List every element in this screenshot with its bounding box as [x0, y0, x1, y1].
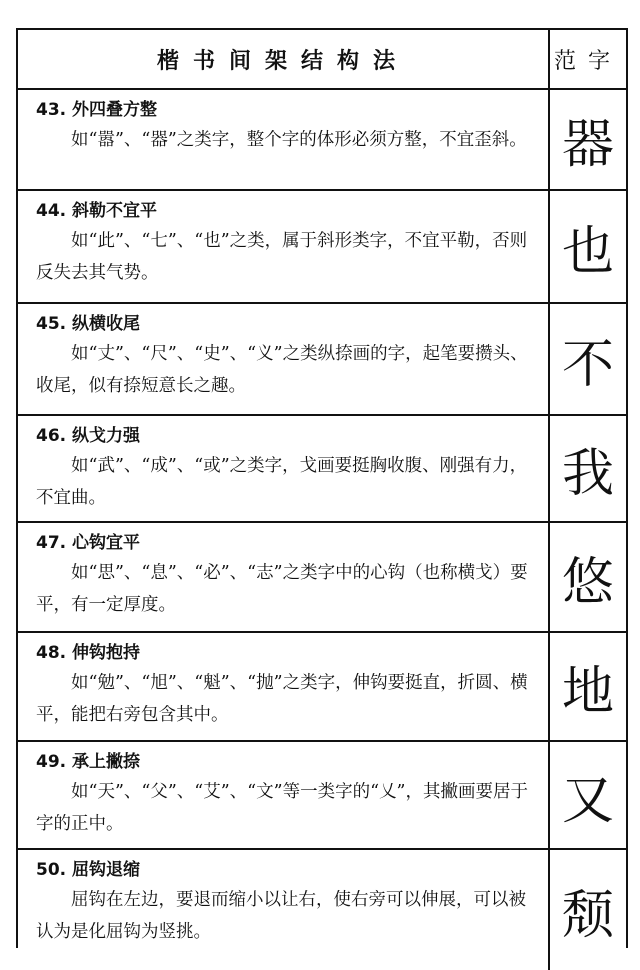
rule-title: 45. 纵横收尾 — [36, 314, 141, 334]
rule-text-cell — [18, 90, 548, 189]
table-title: 楷书间架结构法 — [156, 48, 409, 74]
sample-character: 颓 — [548, 850, 626, 970]
rule-title: 47. 心钩宜平 — [36, 533, 141, 553]
rule-text-cell — [18, 191, 548, 302]
rule-title: 50. 屈钩退缩 — [36, 860, 141, 880]
rule-text-cell — [18, 523, 548, 631]
rule-title: 49. 承上撇捺 — [36, 752, 141, 772]
sample-character: 器 — [548, 90, 626, 189]
rule-row-50 — [18, 850, 626, 970]
rule-row-45 — [18, 304, 626, 416]
rule-description: 如“天”、“父”、“艾”、“文”等一类字的“乂”，其撇画要居于字的正中。 — [36, 782, 528, 834]
rule-title: 44. 斜勒不宜平 — [36, 201, 158, 221]
rule-title: 46. 纵戈力强 — [36, 426, 141, 446]
rule-description: 如“勉”、“旭”、“魁”、“抛”之类字，伸钩要挺直，折圆、横平，能把右旁包含其中。 — [36, 673, 528, 725]
rule-row-43 — [18, 90, 626, 191]
calligraphy-table — [16, 28, 628, 948]
sample-character: 又 — [548, 742, 626, 848]
sample-character: 地 — [548, 633, 626, 740]
rule-row-49 — [18, 742, 626, 850]
rule-text-cell — [18, 633, 548, 740]
rule-description: 屈钩在左边，要退而缩小以让右，使右旁可以伸展，可以被认为是化屈钩为竖挑。 — [36, 890, 526, 942]
rule-description: 如“丈”、“尺”、“史”、“义”之类纵捺画的字，起笔要攒头、收尾，似有捺短意长之趣。 — [36, 344, 528, 396]
sample-character: 悠 — [548, 523, 626, 631]
rule-description: 如“思”、“息”、“必”、“志”之类字中的心钩（也称横戈）要平，有一定厚度。 — [36, 563, 528, 615]
rule-text-cell — [18, 304, 548, 414]
rule-text-cell — [18, 416, 548, 521]
rule-row-47 — [18, 523, 626, 633]
sample-column-header: 范字 — [548, 30, 626, 88]
rule-title: 43. 外四叠方整 — [36, 100, 158, 120]
rule-text-cell — [18, 850, 548, 970]
rule-text-cell — [18, 742, 548, 848]
rule-row-44 — [18, 191, 626, 304]
rule-title: 48. 伸钩抱持 — [36, 643, 141, 663]
rule-description: 如“嚣”、“器”之类字，整个字的体形必须方整，不宜歪斜。 — [71, 130, 527, 150]
sample-character: 我 — [548, 416, 626, 521]
table-header-row — [18, 30, 626, 90]
rule-description: 如“此”、“七”、“也”之类，属于斜形类字，不宜平勒，否则反失去其气势。 — [36, 231, 528, 283]
sample-character: 也 — [548, 191, 626, 302]
sample-character: 不 — [548, 304, 626, 414]
rule-description: 如“武”、“成”、“或”之类字，戈画要挺胸收腹、刚强有力，不宜曲。 — [36, 456, 528, 508]
rule-row-46 — [18, 416, 626, 523]
rule-row-48 — [18, 633, 626, 742]
